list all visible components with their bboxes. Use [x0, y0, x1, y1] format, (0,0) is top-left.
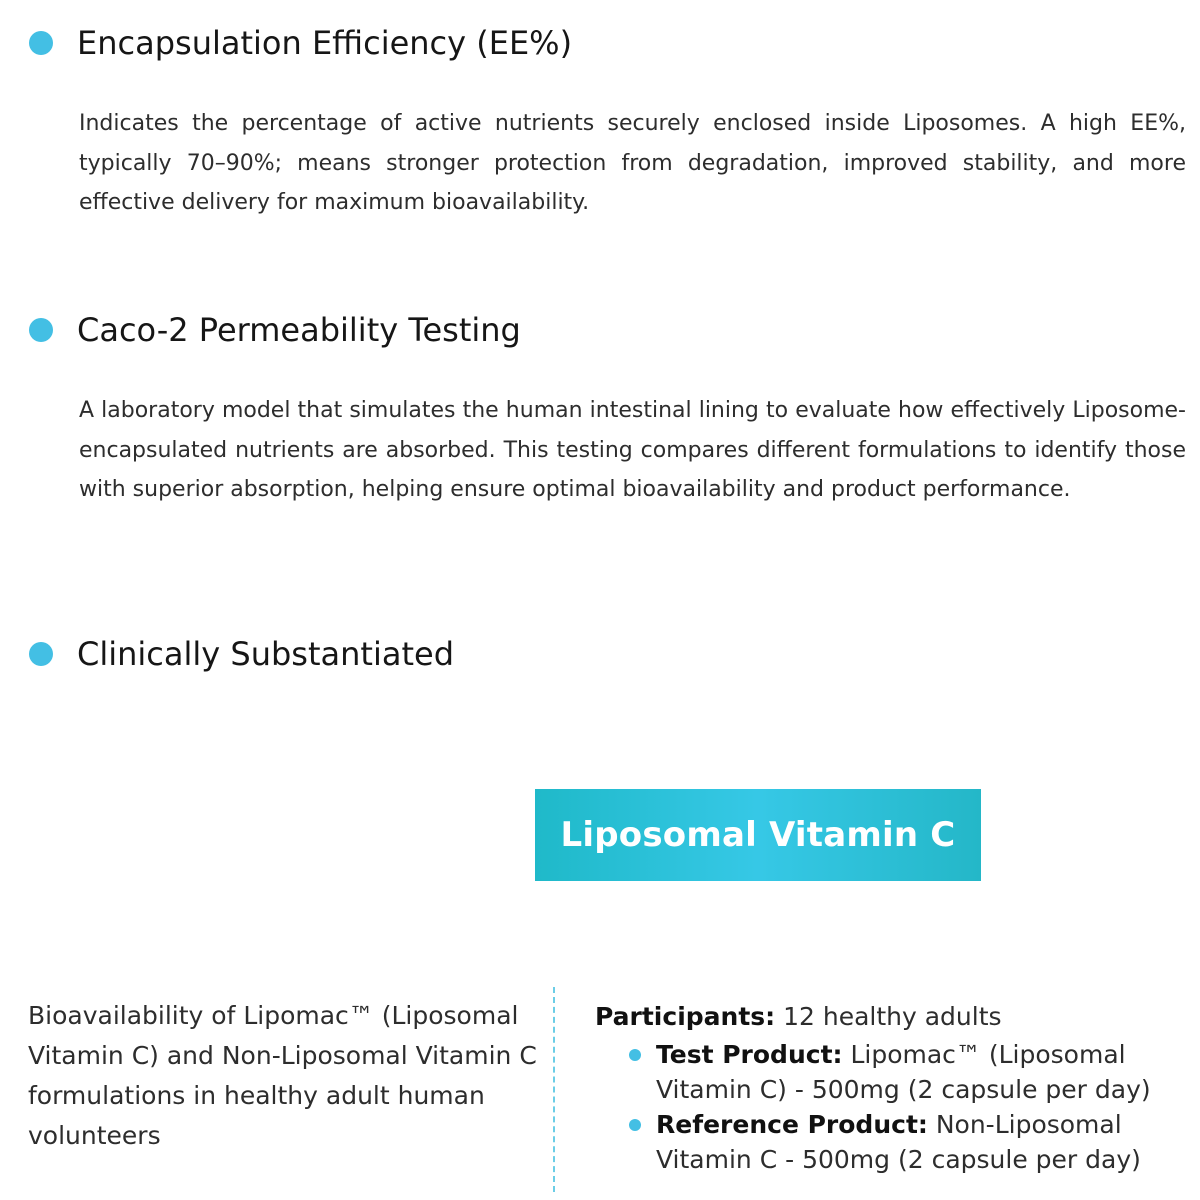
section-title-clinically-substantiated [29, 635, 454, 673]
section-title-caco2-permeability [29, 311, 521, 349]
test-product-label: Test Product: [656, 1040, 843, 1069]
study-summary: Bioavailability of Lipomac™ (Liposomal Vitamin C) and Non-Liposomal Vitamin C formulations in healthy adult human volunteers [28, 1001, 537, 1150]
section-title-text: Clinically Substantiated [77, 635, 454, 673]
section-title-encapsulation-efficiency [29, 24, 572, 62]
participants-value: 12 healthy adults [775, 1002, 1002, 1031]
bullet-dot-icon [29, 31, 53, 55]
list-item-reference-product [595, 1107, 1175, 1177]
test-product-text: Lipomac™ (Liposomal Vitamin C) - 500mg (2 capsule per day) [656, 1040, 1151, 1104]
participants-line [595, 998, 1175, 1035]
liposomal-vitamin-c-banner: Liposomal Vitamin C [535, 789, 981, 881]
section-title-text: Encapsulation Efficiency (EE%) [77, 24, 573, 62]
section-description-encapsulation-efficiency: Indicates the percentage of active nutrients securely enclosed inside Liposomes. A high EE%, typically 70–90%; means stronger protection from degradation, improved stability, and more effective delivery for maximum bioavailability. [79, 111, 1186, 215]
section-title-text: Caco-2 Permeability Testing [77, 311, 521, 349]
bullet-dot-icon [29, 642, 53, 666]
bullet-dot-icon [29, 318, 53, 342]
section-description-caco2-permeability: A laboratory model that simulates the human intestinal lining to evaluate how effectively Liposome-encapsulated nutrients are absorbed. This testing compares different formulations to identify those with superior absorption, helping ensure optimal bioavailability and product performance. [79, 398, 1186, 502]
reference-product-label: Reference Product: [656, 1110, 928, 1139]
study-details [595, 998, 1175, 1177]
bullet-dot-icon [629, 1049, 641, 1061]
vertical-divider [553, 987, 555, 1192]
participants-label: Participants: [595, 1002, 776, 1031]
list-item-test-product [595, 1037, 1175, 1107]
reference-product-text: Non-Liposomal Vitamin C - 500mg (2 capsule per day) [656, 1110, 1141, 1174]
bullet-dot-icon [629, 1119, 641, 1131]
product-list [595, 1037, 1175, 1177]
